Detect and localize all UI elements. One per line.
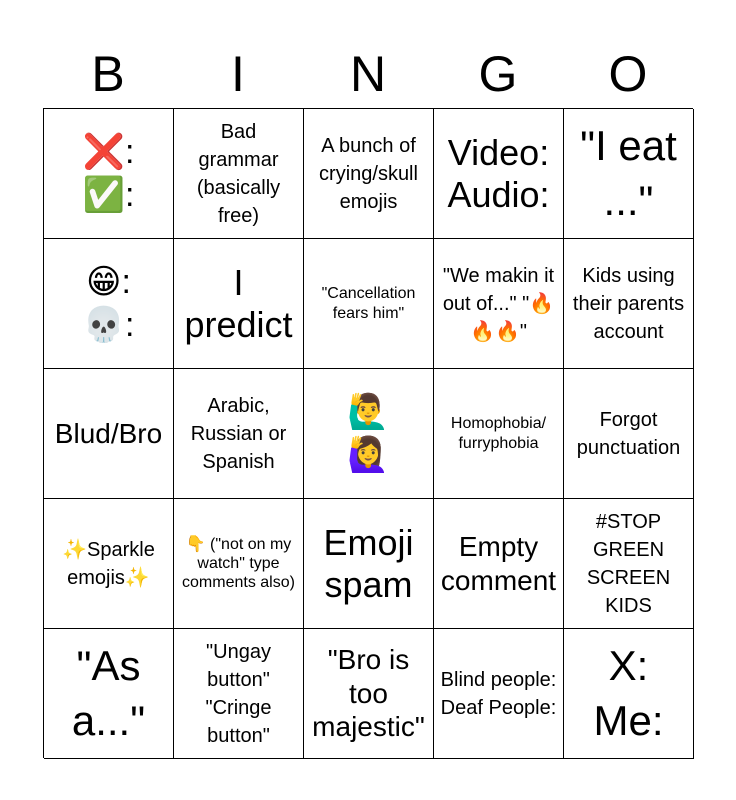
bingo-cell-r5c3[interactable]: "Bro is too majestic" [304,629,434,759]
bingo-cell-r2c3[interactable]: "Cancellation fears him" [304,239,434,369]
bingo-cell-r1c4[interactable]: Video: Audio: [434,109,564,239]
bingo-header [43,40,693,108]
bingo-cell-r5c5[interactable]: X: Me: [564,629,694,759]
bingo-cell-r4c2[interactable]: 👇 ("not on my watch" type comments also) [174,499,304,629]
bingo-cell-r5c1[interactable]: "As a..." [44,629,174,759]
bingo-cell-r1c2[interactable]: Bad grammar (basically free) [174,109,304,239]
header-letter-i: I [231,46,245,102]
header-letter-o: O [608,46,648,102]
bingo-cell-r3c4[interactable]: Homophobia/ furryphobia [434,369,564,499]
bingo-cell-r2c4[interactable]: "We makin it out of..." "🔥🔥🔥" [434,239,564,369]
bingo-cell-r4c4[interactable]: Empty comment [434,499,564,629]
bingo-cell-r1c3[interactable]: A bunch of crying/skull emojis [304,109,434,239]
bingo-board [43,108,693,758]
header-letter-g: G [478,46,518,102]
bingo-cell-r4c3[interactable]: Emoji spam [304,499,434,629]
bingo-cell-r4c1[interactable]: ✨Sparkle emojis✨ [44,499,174,629]
bingo-cell-r2c1[interactable]: 😁: 💀: [44,239,174,369]
header-letter-n: N [349,46,387,102]
bingo-cell-r3c1[interactable]: Blud/Bro [44,369,174,499]
bingo-cell-r3c5[interactable]: Forgot punctuation [564,369,694,499]
bingo-cell-r5c2[interactable]: "Ungay button" "Cringe button" [174,629,304,759]
bingo-cell-r5c4[interactable]: Blind people: Deaf People: [434,629,564,759]
bingo-cell-r1c5[interactable]: "I eat ..." [564,109,694,239]
bingo-cell-r3c3[interactable]: 🙋‍♂️ 🙋‍♀️ [304,369,434,499]
bingo-cell-r4c5[interactable]: #STOP GREEN SCREEN KIDS [564,499,694,629]
bingo-cell-r2c2[interactable]: I predict [174,239,304,369]
header-letter-b: B [91,46,125,102]
bingo-cell-r3c2[interactable]: Arabic, Russian or Spanish [174,369,304,499]
bingo-cell-r1c1[interactable]: ❌: ✅: [44,109,174,239]
bingo-cell-r2c5[interactable]: Kids using their parents account [564,239,694,369]
